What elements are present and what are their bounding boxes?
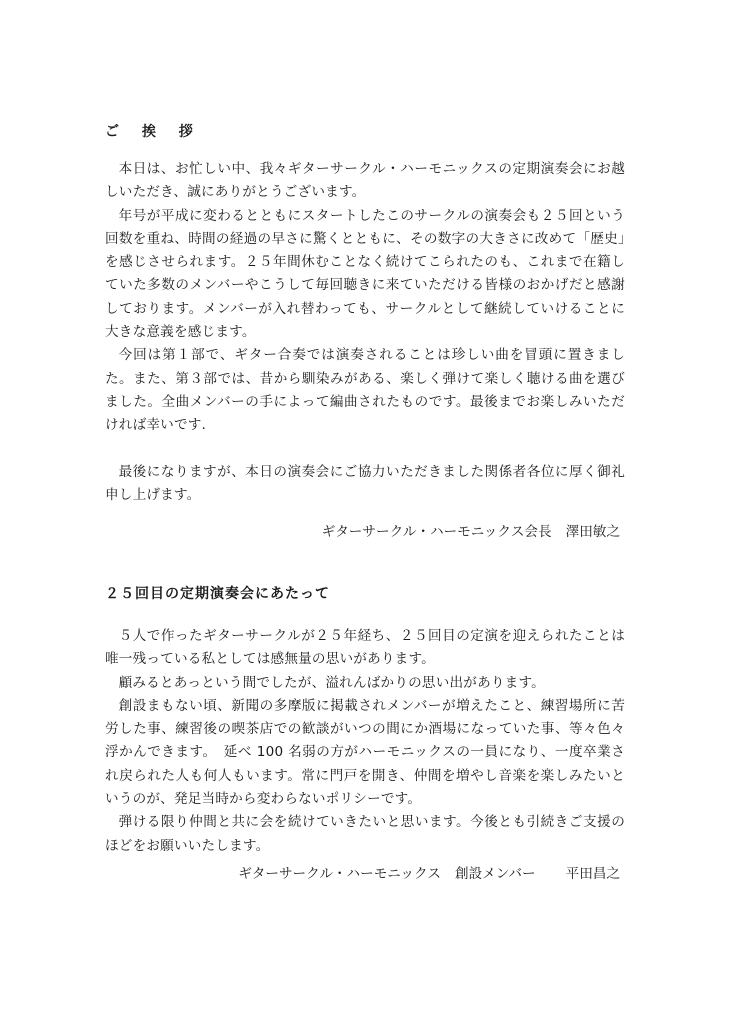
signature-name: 平田昌之	[565, 866, 620, 882]
anniversary-body	[105, 625, 625, 858]
greeting-paragraph-4: 最後になりますが、本日の演奏会にご協力いただきました関係者各位に厚く御礼申し上げます。	[105, 463, 625, 503]
signature-role: 創設メンバー	[455, 866, 536, 882]
greeting-signature	[322, 520, 620, 540]
anniversary-paragraph-2: 顧みるとあっという間でしたが、溢れんばかりの思い出があります。	[118, 674, 545, 691]
anniversary-heading: ２５回目の定期演奏会にあたって	[105, 586, 330, 602]
anniversary-paragraph-3: 創設まもない頃、新聞の多摩版に掲載されメンバーが増えたこと、練習場所に苦労した事、練習後の喫茶店での歓談がいつの間にか酒場になっていた事、等々色々浮かんできます。 延べ 100 名弱の方がハーモニックスの一員になり、一度卒業され戻られた人も何人もいます。常に門戸を開き、仲間を増やし音楽を楽しみたいというのが、発足当時から変わらないポリシーです。	[105, 697, 625, 808]
anniversary-paragraph-1: ５人で作ったギターサークルが２５年経ち、２５回目の定演を迎えられたことは唯一残っている私としては感無量の思いがあります。	[105, 628, 625, 668]
paragraph-gap	[105, 438, 625, 461]
signature-name: 澤田敏之	[565, 524, 620, 540]
greeting-paragraph-2: 年号が平成に変わるとともにスタートしたこのサークルの演奏会も２５回という回数を重ね、時間の経過の早さに驚くとともに、その数字の大きさに改めて「歴史」を感じさせられます。２５年間休むことなく続けてこられたのも、これまで在籍していた多数のメンバーやこうして毎回聴きに来ていただける皆様のおかげだと感謝しております。メンバーが入れ替わっても、サークルとして継続していけることに大きな意義を感じます。	[105, 207, 625, 341]
signature-org: ギターサークル・ハーモニックス	[238, 866, 441, 882]
signature-title: ギターサークル・ハーモニックス会長	[321, 524, 552, 540]
greeting-body	[105, 158, 625, 507]
greeting-heading: ご 挨 拶	[105, 124, 202, 140]
greeting-paragraph-3: 今回は第１部で、ギター合奏では演奏されることは珍しい曲を冒頭に置きました。また、第３部では、昔から馴染みがある、楽しく弾けて楽しく聴ける曲を選びました。全曲メンバーの手によって編曲されたものです。最後までお楽しみいただければ幸いです.	[105, 347, 625, 434]
anniversary-paragraph-4: 弾ける限り仲間と共に会を続けていきたいと思います。今後とも引続きご支援のほどをお願いいたします。	[105, 814, 625, 854]
anniversary-signature	[238, 862, 620, 882]
greeting-paragraph-1: 本日は、お忙しい中、我々ギターサークル・ハーモニックスの定期演奏会にお越しいただき、誠にありがとうございます。	[105, 161, 625, 201]
